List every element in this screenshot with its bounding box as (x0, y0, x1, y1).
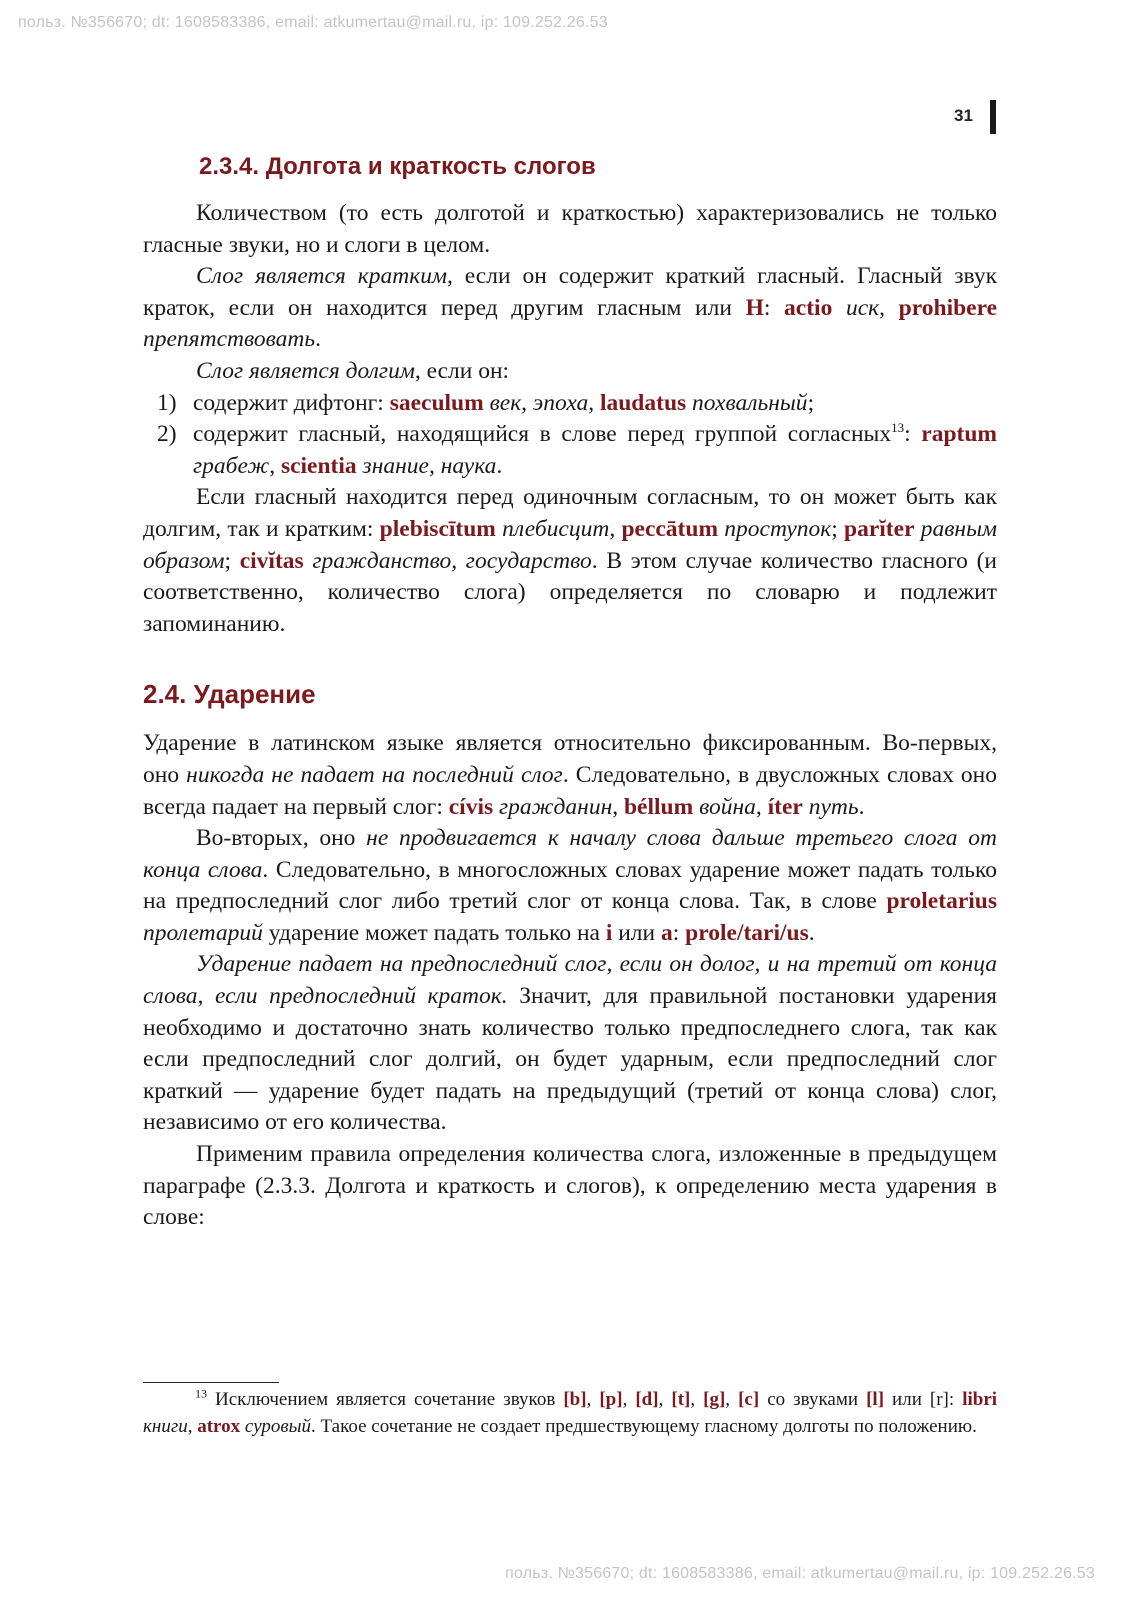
footnote-divider (143, 1382, 279, 1383)
translation: гражданство, государство (303, 547, 592, 574)
translation: пролетарий (143, 919, 263, 946)
sound-term: [l] (866, 1389, 885, 1410)
text: . (808, 919, 815, 946)
text (832, 295, 846, 321)
footnote-ref[interactable]: 13 (891, 420, 905, 436)
emphasis-text: никогда не падает на последний слог (186, 761, 563, 788)
watermark-bottom: польз. №356670; dt: 1608583386, email: atkumertau@mail.ru, ip: 109.252.26.53 (505, 1565, 1095, 1582)
translation: суровый (240, 1416, 312, 1437)
sound-term: [b] (563, 1389, 587, 1410)
latin-term: plebiscītum (379, 515, 496, 542)
text: , (588, 389, 600, 416)
text: . Такое сочетание не создает предшествующему гласному долготы по положению. (311, 1416, 977, 1437)
text: , (622, 1389, 636, 1410)
text: , (586, 1389, 600, 1410)
list-item (157, 388, 997, 420)
translation: препятствовать (143, 326, 316, 353)
text: , (609, 515, 622, 542)
emphasis-text: не продвигается к началу слова дальше третьего слога от конца слова (143, 825, 997, 883)
text: Если гласный находится перед одиночным согласным, то он может быть как долгим, так и кратким: (143, 484, 997, 542)
text: , (879, 294, 899, 321)
paragraph (143, 482, 997, 640)
translation: иск (845, 294, 880, 321)
text: : (763, 294, 785, 321)
list-item (157, 419, 997, 482)
text: Во-вторых, оно (196, 825, 367, 852)
text: Исключением является сочетание звуков (207, 1389, 564, 1410)
latin-term: béllum (623, 793, 694, 820)
text: . Следовательно, в двусложных словах оно всегда падает на первый слог: (143, 761, 998, 820)
text: , (690, 1389, 704, 1410)
latin-term: íter (767, 793, 803, 820)
emphasis-text: Слог является долгим (196, 357, 415, 384)
latin-term: H (745, 294, 764, 321)
text: , если он: (414, 357, 510, 384)
latin-term: raptum (921, 421, 997, 448)
translation: равным образом (143, 515, 998, 574)
latin-term: peccātum (621, 515, 719, 542)
text: . (858, 793, 865, 820)
text: или (612, 919, 661, 946)
text: . (315, 326, 321, 353)
translation: грабеж (193, 452, 270, 479)
footnote-text (143, 1386, 997, 1440)
page-number: 31 (954, 106, 973, 125)
latin-term: parĭter (844, 515, 915, 542)
text: , (187, 1416, 198, 1437)
latin-term: proletarius (886, 888, 997, 915)
latin-term: atrox (197, 1416, 241, 1437)
latin-term: prohibere (898, 294, 998, 321)
translation: книги (143, 1416, 188, 1437)
section-title-2-4: 2.4. Ударение (143, 679, 316, 710)
text: . В этом случае количество гласного (и соответственно, количество слога) определяется по словарю и подлежит запоминанию. (143, 547, 997, 637)
latin-term: saeculum (389, 389, 484, 416)
text: ударение может падать только на (262, 919, 606, 946)
latin-term: cívis (448, 793, 494, 820)
latin-term: prole/tari/us (685, 919, 809, 946)
text: содержит дифтонг: (193, 389, 390, 416)
translation: похвальный (686, 389, 808, 416)
translation: гражданин (493, 793, 613, 820)
footnote (143, 1386, 997, 1440)
latin-term: actio (784, 294, 833, 321)
translation: знание, наука (356, 452, 497, 479)
text: . (496, 452, 503, 479)
sound-term: [p] (599, 1389, 623, 1410)
page-body (143, 150, 997, 1234)
latin-term: civĭtas (239, 547, 304, 574)
translation: проступок (718, 515, 832, 542)
text: , если он содержит краткий гласный. Гласный звук краток, если он находится перед другим гласным или (143, 263, 997, 321)
text: содержит гласный, находящийся в слове перед группой согласных (193, 421, 892, 448)
sound-term: [t] (671, 1389, 691, 1410)
sound-term: [d] (635, 1389, 659, 1410)
section-title-2-3-4: 2.3.4. Долгота и краткость слогов (199, 153, 596, 180)
list-number: 2) (157, 421, 177, 448)
text: ; (224, 547, 240, 574)
latin-term: laudatus (599, 389, 687, 416)
text: : (904, 421, 922, 448)
list-number: 1) (157, 389, 177, 416)
page-number-bar (990, 100, 996, 134)
sound-term: [c] (738, 1389, 760, 1410)
text: Ударение в латинском языке является относительно фиксированным. Во-первых, оно (143, 730, 997, 788)
text: , (269, 452, 281, 479)
text: , (658, 1389, 672, 1410)
paragraph (143, 823, 997, 949)
paragraph: Количеством (то есть долготой и краткостью) характеризовались не только гласные звуки, но и слоги в целом. (143, 200, 997, 258)
latin-term: i (605, 919, 613, 946)
emphasis-text: Слог является кратким (196, 263, 447, 290)
paragraph: Применим правила определения количества слога, изложенные в предыдущем параграфе (2.3.3. Долгота и краткость и слогов), к определению места ударения в слове: (143, 1141, 997, 1231)
paragraph (143, 261, 997, 356)
sound-term: [g] (703, 1389, 726, 1410)
emphasis-text: Ударение падает на предпоследний слог, если он долог, и на третий от конца слова, если предпоследний краток. (143, 951, 997, 1010)
latin-term: libri (962, 1389, 998, 1410)
list-text (193, 419, 997, 482)
latin-term: scientia (280, 452, 357, 479)
translation: век, эпоха (483, 389, 589, 416)
text: ; (807, 389, 815, 416)
text: . Следовательно, в многосложных словах ударение может падать только на предпоследний слог либо третий слог от конца слова. Так, в слове (143, 856, 997, 915)
footnote-number: 13 (195, 1386, 207, 1401)
text: , (612, 793, 624, 820)
text: ; (831, 515, 845, 542)
text: : (672, 919, 686, 946)
text: или [r]: (884, 1389, 963, 1410)
paragraph (143, 356, 997, 388)
translation: война (693, 793, 756, 820)
paragraph (143, 949, 997, 1139)
latin-term: a (661, 919, 673, 946)
translation: путь (802, 793, 859, 820)
text: Значит, для правильной постановки ударения необходимо и достаточно знать количество только предпоследнего слога, так как если предпоследний слог долгий, он будет ударным, если предпоследний слог краткий — ударение будет падать на предыдущий (третий от конца слова) слог, независимо от его количества. (143, 983, 997, 1136)
list-text (193, 388, 997, 420)
text: , (755, 793, 768, 820)
paragraph (143, 728, 997, 823)
watermark-top: польз. №356670; dt: 1608583386, email: atkumertau@mail.ru, ip: 109.252.26.53 (18, 14, 608, 31)
translation: плебисцит (495, 515, 610, 542)
text: , (725, 1389, 739, 1410)
text: со звуками (759, 1389, 867, 1410)
